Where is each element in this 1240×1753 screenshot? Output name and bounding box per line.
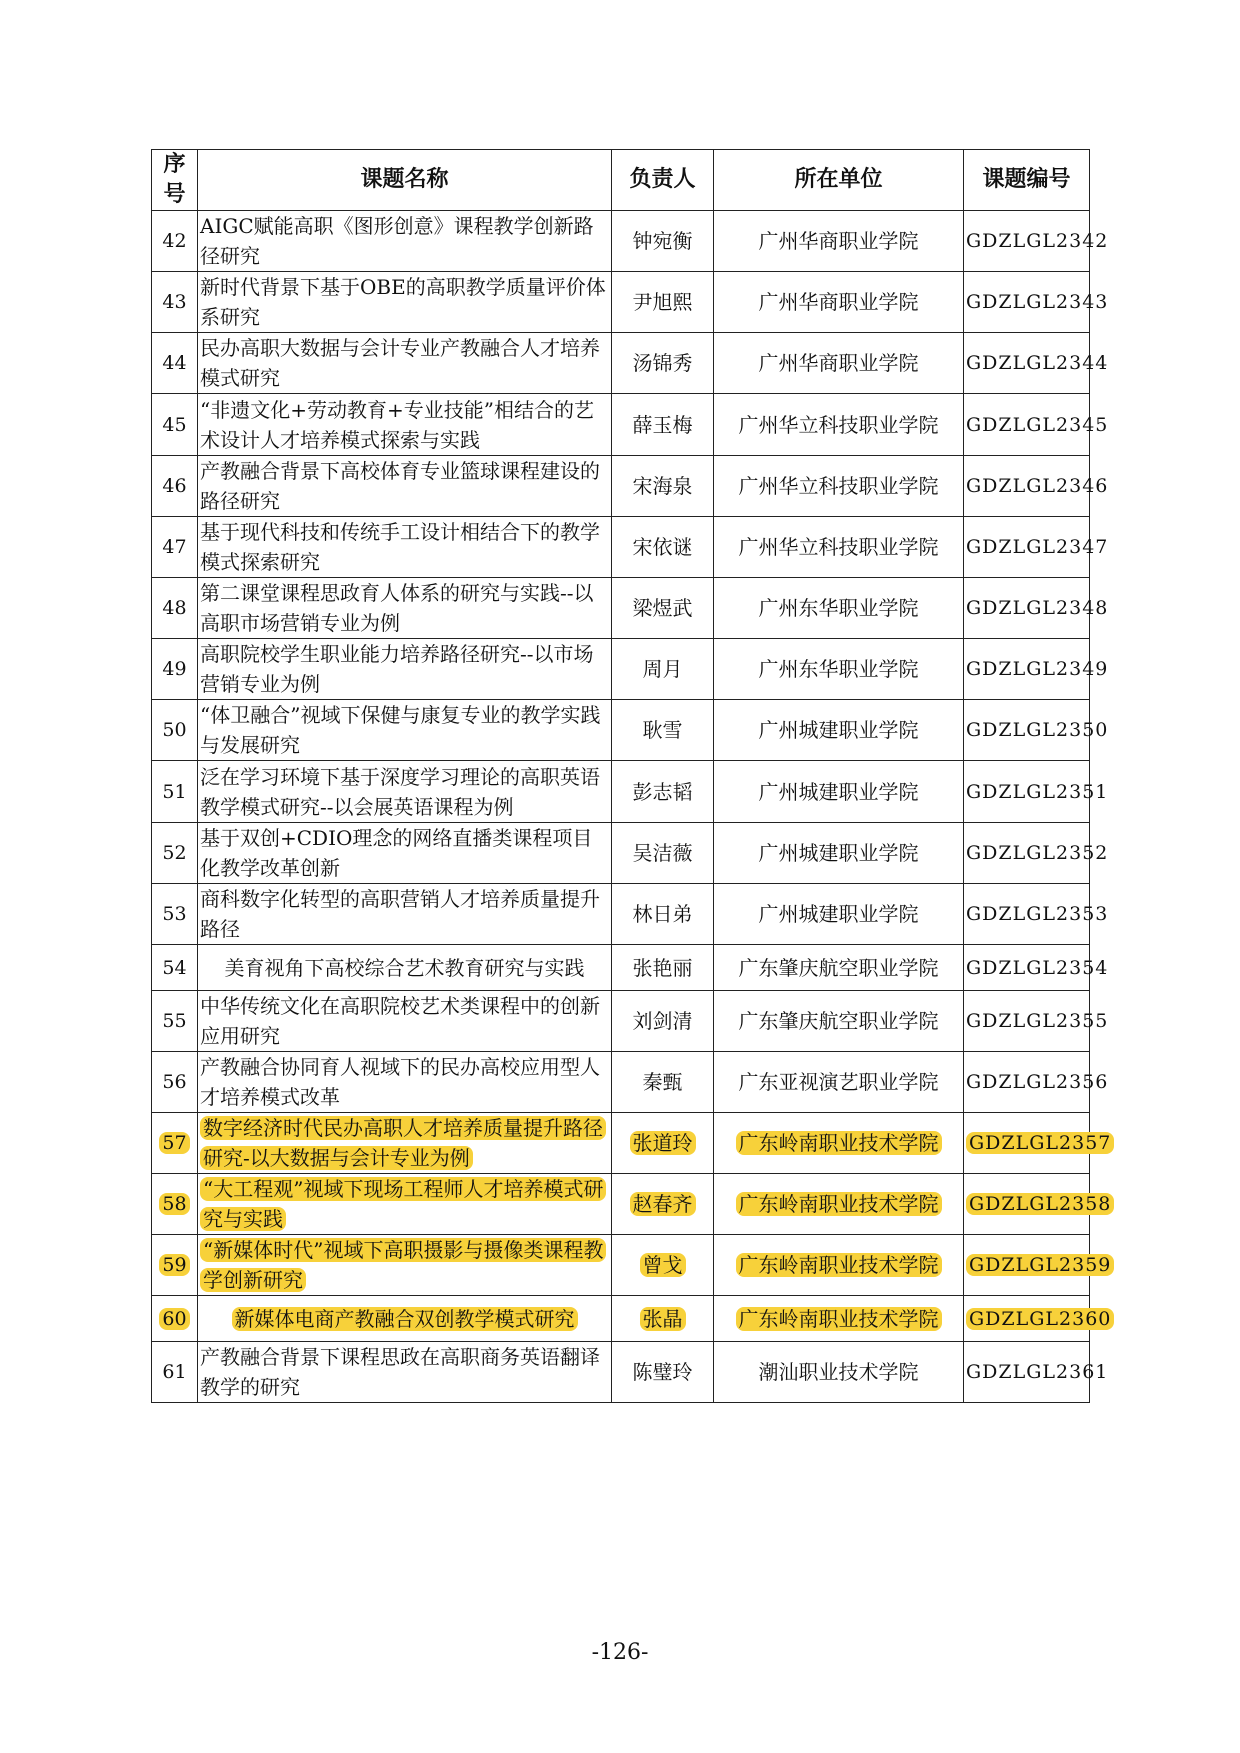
project-code: GDZLGL2352: [966, 842, 1109, 864]
project-leader: 林日弟: [632, 902, 693, 926]
row-number: 57: [159, 1132, 189, 1154]
project-leader-cell: [612, 1235, 714, 1296]
row-number: 43: [162, 291, 187, 313]
project-unit-cell: [714, 272, 964, 333]
table-row: [152, 700, 1090, 761]
row-number: 54: [162, 956, 187, 979]
project-unit: 广东岭南职业技术学院: [736, 1192, 942, 1216]
project-leader-cell: [612, 211, 714, 272]
row-number-cell: [152, 517, 198, 578]
project-leader-cell: [612, 394, 714, 456]
project-unit: 潮汕职业技术学院: [758, 1360, 919, 1384]
row-number: 45: [162, 413, 187, 436]
project-code-cell: [964, 211, 1109, 272]
project-unit-cell: [714, 761, 964, 823]
project-unit-cell: [714, 1052, 964, 1113]
project-code: GDZLGL2356: [966, 1071, 1109, 1093]
row-number: 49: [162, 658, 187, 680]
project-unit: 广州城建职业学院: [758, 902, 919, 926]
project-unit: 广东肇庆航空职业学院: [738, 1009, 939, 1033]
row-number-cell: [152, 1174, 198, 1235]
row-number: 50: [162, 719, 187, 741]
project-title-cell: [198, 517, 612, 578]
row-number-cell: [152, 945, 198, 991]
project-title-cell: [198, 333, 612, 394]
project-title: 民办高职大数据与会计专业产教融合人才培养模式研究: [200, 336, 600, 390]
row-number-cell: [152, 1342, 198, 1403]
header-no: 序号: [152, 150, 198, 211]
table-row: [152, 1174, 1090, 1235]
project-title: 基于双创+CDIO理念的网络直播类课程项目化教学改革创新: [200, 826, 593, 880]
header-leader: 负责人: [612, 150, 714, 211]
project-code-cell: [964, 945, 1109, 991]
row-number: 58: [159, 1193, 189, 1215]
project-unit-cell: [714, 1174, 964, 1235]
project-unit: 广州城建职业学院: [758, 718, 919, 742]
project-title-cell: [198, 639, 612, 700]
project-title: “非遗文化+劳动教育+专业技能”相结合的艺术设计人才培养模式探索与实践: [200, 397, 594, 452]
project-code: GDZLGL2347: [966, 536, 1109, 558]
project-title-cell: [198, 1235, 612, 1296]
project-unit: 广州东华职业学院: [758, 657, 919, 681]
project-code: GDZLGL2349: [966, 658, 1109, 680]
project-leader: 吴洁薇: [632, 841, 693, 865]
project-leader: 张道玲: [630, 1131, 696, 1155]
project-table: [151, 149, 1112, 1403]
project-leader: 曾戈: [640, 1253, 686, 1277]
project-unit: 广州华立科技职业学院: [738, 474, 939, 498]
project-code-cell: [964, 1296, 1112, 1342]
project-code-cell: [964, 333, 1109, 394]
project-leader-cell: [612, 456, 714, 517]
project-leader: 钟宛衡: [632, 229, 693, 253]
table-row: [152, 272, 1090, 333]
project-code: GDZLGL2360: [966, 1308, 1114, 1330]
project-title: 中华传统文化在高职院校艺术类课程中的创新应用研究: [200, 994, 600, 1048]
project-leader: 梁煜武: [632, 596, 693, 620]
project-code-cell: [964, 639, 1109, 700]
project-code: GDZLGL2350: [966, 719, 1109, 741]
project-leader: 周月: [642, 657, 683, 681]
project-code-cell: [964, 1342, 1109, 1403]
row-number-cell: [152, 394, 198, 456]
row-number: 42: [162, 230, 187, 252]
project-title-cell: [198, 456, 612, 517]
row-number: 61: [162, 1361, 187, 1383]
project-title-cell: [198, 272, 612, 333]
project-code: GDZLGL2357: [966, 1132, 1114, 1154]
project-unit-cell: [714, 639, 964, 700]
project-title-cell: [198, 761, 612, 823]
table-row: [152, 1052, 1090, 1113]
project-title: 美育视角下高校综合艺术教育研究与实践: [224, 955, 585, 980]
project-title: “新媒体时代”视域下高职摄影与摄像类课程教学创新研究: [200, 1238, 606, 1292]
table-row: [152, 823, 1090, 884]
project-unit: 广州华商职业学院: [758, 351, 919, 375]
project-leader-cell: [612, 1052, 714, 1113]
row-number-cell: [152, 823, 198, 884]
project-leader: 尹旭熙: [632, 290, 693, 314]
project-leader: 汤锦秀: [632, 351, 693, 375]
project-leader-cell: [612, 333, 714, 394]
project-title-cell: [198, 394, 612, 456]
row-number-cell: [152, 1235, 198, 1296]
project-unit-cell: [714, 945, 964, 991]
row-number-cell: [152, 1052, 198, 1113]
project-unit-cell: [714, 700, 964, 761]
project-code: GDZLGL2344: [966, 352, 1109, 374]
row-number-cell: [152, 1296, 198, 1342]
project-code-cell: [964, 272, 1109, 333]
table-row: [152, 333, 1090, 394]
project-unit: 广州华立科技职业学院: [738, 535, 939, 559]
project-code-cell: [964, 394, 1109, 456]
project-code-cell: [964, 1174, 1112, 1235]
project-title: 产教融合协同育人视域下的民办高校应用型人才培养模式改革: [200, 1055, 600, 1109]
table-row: [152, 578, 1090, 639]
table-header-row: [152, 150, 1090, 211]
project-title: 高职院校学生职业能力培养路径研究--以市场营销专业为例: [200, 642, 594, 696]
project-title: 新时代背景下基于OBE的高职教学质量评价体系研究: [200, 275, 606, 329]
project-title-cell: [198, 211, 612, 272]
project-code: GDZLGL2348: [966, 597, 1109, 619]
row-number-cell: [152, 333, 198, 394]
table-row: [152, 1296, 1090, 1342]
project-title-cell: [198, 1052, 612, 1113]
project-title: 新媒体电商产教融合双创教学模式研究: [232, 1307, 578, 1331]
project-unit: 广东岭南职业技术学院: [736, 1307, 942, 1331]
row-number: 53: [162, 903, 187, 925]
project-title-cell: [198, 1342, 612, 1403]
project-title: 第二课堂课程思政育人体系的研究与实践--以高职市场营销专业为例: [200, 581, 594, 635]
project-unit: 广东肇庆航空职业学院: [738, 955, 939, 980]
project-leader-cell: [612, 272, 714, 333]
project-code: GDZLGL2354: [966, 956, 1109, 979]
project-unit-cell: [714, 1342, 964, 1403]
row-number-cell: [152, 456, 198, 517]
row-number: 60: [159, 1308, 189, 1330]
project-unit-cell: [714, 578, 964, 639]
project-code-cell: [964, 991, 1109, 1052]
project-unit: 广州华立科技职业学院: [738, 412, 939, 437]
project-leader-cell: [612, 1296, 714, 1342]
project-title-cell: [198, 1113, 612, 1174]
table-row: [152, 639, 1090, 700]
project-code: GDZLGL2343: [966, 291, 1109, 313]
project-unit-cell: [714, 1296, 964, 1342]
row-number: 44: [162, 352, 187, 374]
row-number: 56: [162, 1071, 187, 1093]
row-number-cell: [152, 700, 198, 761]
table-row: [152, 945, 1090, 991]
project-leader: 耿雪: [642, 718, 683, 742]
page-number: -126-: [591, 1640, 649, 1665]
row-number: 47: [162, 536, 187, 558]
project-title-cell: [198, 945, 612, 991]
header-code: 课题编号: [964, 150, 1090, 211]
table-row: [152, 1235, 1090, 1296]
row-number-cell: [152, 1113, 198, 1174]
project-code-cell: [964, 578, 1109, 639]
project-unit: 广东岭南职业技术学院: [736, 1131, 942, 1155]
project-leader-cell: [612, 578, 714, 639]
project-leader-cell: [612, 991, 714, 1052]
project-title: “大工程观”视域下现场工程师人才培养模式研究与实践: [200, 1177, 606, 1231]
project-leader: 宋依谜: [632, 535, 693, 559]
project-unit-cell: [714, 394, 964, 456]
project-leader: 彭志韬: [632, 779, 693, 804]
project-code: GDZLGL2346: [966, 475, 1109, 497]
project-leader-cell: [612, 700, 714, 761]
project-code: GDZLGL2345: [966, 413, 1109, 436]
table-row: [152, 761, 1090, 823]
project-unit-cell: [714, 991, 964, 1052]
project-title-cell: [198, 884, 612, 945]
project-leader-cell: [612, 761, 714, 823]
project-leader: 张艳丽: [632, 955, 693, 980]
project-code-cell: [964, 456, 1109, 517]
project-unit: 广州城建职业学院: [758, 841, 919, 865]
project-code-cell: [964, 1235, 1112, 1296]
project-title-cell: [198, 700, 612, 761]
project-leader-cell: [612, 639, 714, 700]
project-unit: 广州城建职业学院: [758, 779, 919, 804]
table-row: [152, 884, 1090, 945]
project-title: AIGC赋能高职《图形创意》课程教学创新路径研究: [200, 214, 594, 268]
project-leader: 赵春齐: [630, 1192, 696, 1216]
table-body: [152, 211, 1112, 1403]
row-number: 59: [159, 1254, 189, 1276]
project-unit-cell: [714, 333, 964, 394]
project-leader-cell: [612, 1174, 714, 1235]
project-title-cell: [198, 1296, 612, 1342]
project-code: GDZLGL2361: [966, 1361, 1109, 1383]
project-title-cell: [198, 1174, 612, 1235]
project-code-cell: [964, 884, 1109, 945]
project-leader-cell: [612, 945, 714, 991]
row-number-cell: [152, 211, 198, 272]
project-unit: 广州华商职业学院: [758, 229, 919, 253]
project-leader-cell: [612, 1342, 714, 1403]
row-number: 46: [162, 475, 187, 497]
project-title-cell: [198, 578, 612, 639]
project-title: 基于现代科技和传统手工设计相结合下的教学模式探索研究: [200, 520, 600, 574]
project-leader: 宋海泉: [632, 474, 693, 498]
project-unit: 广州华商职业学院: [758, 290, 919, 314]
row-number-cell: [152, 578, 198, 639]
project-title: 泛在学习环境下基于深度学习理论的高职英语教学模式研究--以会展英语课程为例: [200, 764, 600, 819]
project-code: GDZLGL2355: [966, 1010, 1109, 1032]
row-number-cell: [152, 884, 198, 945]
table-row: [152, 456, 1090, 517]
project-code-cell: [964, 1052, 1109, 1113]
project-code-cell: [964, 700, 1109, 761]
project-leader-cell: [612, 517, 714, 578]
project-title: 商科数字化转型的高职营销人才培养质量提升路径: [200, 887, 600, 941]
project-code-cell: [964, 517, 1109, 578]
project-leader: 薛玉梅: [632, 412, 693, 437]
header-unit: 所在单位: [714, 150, 964, 211]
project-leader: 秦甄: [642, 1070, 683, 1094]
project-leader-cell: [612, 1113, 714, 1174]
project-unit-cell: [714, 456, 964, 517]
project-title: 数字经济时代民办高职人才培养质量提升路径研究-以大数据与会计专业为例: [200, 1116, 606, 1170]
project-title: “体卫融合”视域下保健与康复专业的教学实践与发展研究: [200, 703, 601, 757]
project-unit: 广东岭南职业技术学院: [736, 1253, 942, 1277]
row-number-cell: [152, 639, 198, 700]
project-title: 产教融合背景下课程思政在高职商务英语翻译教学的研究: [200, 1345, 600, 1399]
project-unit-cell: [714, 211, 964, 272]
project-unit-cell: [714, 823, 964, 884]
project-code-cell: [964, 761, 1109, 823]
table-row: [152, 1113, 1090, 1174]
header-title: 课题名称: [198, 150, 612, 211]
project-title-cell: [198, 823, 612, 884]
row-number-cell: [152, 272, 198, 333]
project-code: GDZLGL2342: [966, 230, 1109, 252]
project-leader: 陈璧玲: [632, 1360, 693, 1384]
project-leader: 刘剑清: [632, 1009, 693, 1033]
table-row: [152, 517, 1090, 578]
project-code: GDZLGL2358: [966, 1193, 1114, 1215]
project-unit-cell: [714, 1113, 964, 1174]
project-unit-cell: [714, 884, 964, 945]
project-code: GDZLGL2359: [966, 1254, 1114, 1276]
project-unit: 广东亚视演艺职业学院: [738, 1070, 939, 1094]
project-title-cell: [198, 991, 612, 1052]
project-code-cell: [964, 823, 1109, 884]
project-unit: 广州东华职业学院: [758, 596, 919, 620]
project-code-cell: [964, 1113, 1112, 1174]
row-number-cell: [152, 991, 198, 1052]
project-code: GDZLGL2353: [966, 903, 1109, 925]
project-unit-cell: [714, 1235, 964, 1296]
table-row: [152, 394, 1090, 456]
project-unit-cell: [714, 517, 964, 578]
row-number: 55: [162, 1010, 187, 1032]
project-leader-cell: [612, 823, 714, 884]
project-leader: 张晶: [640, 1307, 686, 1331]
table-row: [152, 991, 1090, 1052]
row-number-cell: [152, 761, 198, 823]
table-row: [152, 211, 1090, 272]
row-number: 48: [162, 597, 187, 619]
project-code: GDZLGL2351: [966, 780, 1109, 803]
project-title: 产教融合背景下高校体育专业篮球课程建设的路径研究: [200, 459, 600, 513]
row-number: 52: [162, 842, 187, 864]
row-number: 51: [162, 780, 187, 803]
project-leader-cell: [612, 884, 714, 945]
table-row: [152, 1342, 1090, 1403]
